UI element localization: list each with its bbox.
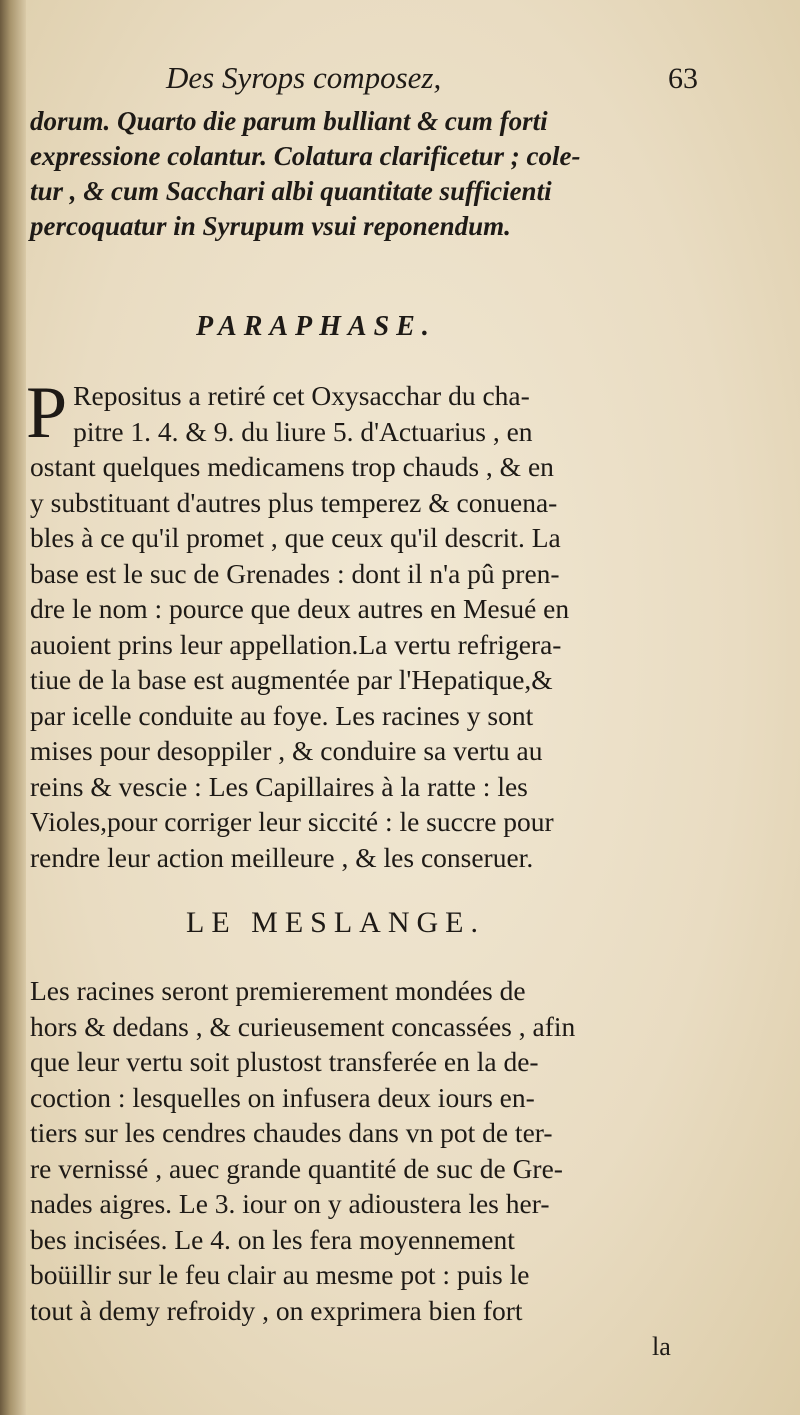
paraphrase-line: auoient prins leur appellation.La vertu refrigera- bbox=[30, 628, 562, 660]
drop-cap: P bbox=[26, 372, 68, 454]
paraphrase-line: tiue de la base est augmentée par l'Hepatique,& bbox=[30, 664, 553, 695]
paraphrase-line: par icelle conduite au foye. Les racines y sont bbox=[30, 699, 534, 731]
page-header bbox=[166, 60, 698, 104]
latin-line: tur , & cum Sacchari albi quantitate sufficienti bbox=[30, 176, 552, 206]
book-spine-shadow bbox=[0, 0, 26, 1415]
paraphrase-line: Violes,pour corriger leur siccité : le succre pour bbox=[30, 806, 554, 837]
meslange-line: re vernissé , auec grande quantité de suc de Gre- bbox=[30, 1152, 563, 1184]
latin-line: expressione colantur. Colatura clarificetur ; cole- bbox=[30, 141, 581, 171]
paraphrase-line: base est le suc de Grenades : dont il n'a pû pren- bbox=[30, 557, 560, 589]
paraphrase-line: dre le nom : pource que deux autres en Mesué en bbox=[30, 593, 570, 624]
meslange-line: tout à demy refroidy , on exprimera bien fort bbox=[30, 1294, 523, 1326]
paraphrase-line: Repositus a retiré cet Oxysacchar du cha- bbox=[73, 380, 530, 411]
meslange-line: Les racines seront premierement mondées de bbox=[30, 975, 526, 1006]
paraphrase-line: y substituant d'autres plus temperez & conuena- bbox=[30, 486, 558, 518]
latin-line: dorum. Quarto die parum bulliant & cum forti bbox=[30, 106, 548, 136]
catchword: la bbox=[652, 1332, 671, 1361]
paraphase-heading: PARAPHASE. bbox=[196, 311, 436, 342]
paraphrase-line: bles à ce qu'il promet , que ceux qu'il descrit. La bbox=[30, 522, 561, 553]
meslange-line: hors & dedans , & curieusement concassées , afin bbox=[30, 1010, 576, 1042]
meslange-heading: LE MESLANGE. bbox=[186, 906, 485, 939]
meslange-line: que leur vertu soit plustost transferée en la de- bbox=[30, 1046, 539, 1077]
meslange-line: nades aigres. Le 3. iour on y adioustera les her- bbox=[30, 1188, 550, 1219]
page-number: 63 bbox=[668, 62, 698, 95]
meslange-line: tiers sur les cendres chaudes dans vn pot de ter- bbox=[30, 1117, 553, 1148]
running-title: Des Syrops composez, bbox=[166, 60, 442, 95]
meslange-line: boüillir sur le feu clair au mesme pot : puis le bbox=[30, 1259, 530, 1290]
paraphrase-text bbox=[26, 372, 692, 875]
paraphrase-line: pitre 1. 4. & 9. du liure 5. d'Actuarius , en bbox=[73, 415, 533, 447]
paraphrase-line: mises pour desoppiler , & conduire sa vertu au bbox=[30, 735, 543, 766]
latin-line: percoquatur in Syrupum vsui reponendum. bbox=[30, 211, 511, 241]
paraphrase-line: ostant quelques medicamens trop chauds , & en bbox=[30, 451, 554, 482]
latin-recipe-text bbox=[30, 104, 692, 244]
paraphrase-line: rendre leur action meilleure , & les conseruer. bbox=[30, 841, 534, 873]
page-content bbox=[26, 60, 698, 1328]
meslange-line: bes incisées. Le 4. on les fera moyennement bbox=[30, 1223, 515, 1255]
meslange-text bbox=[30, 973, 692, 1328]
paraphrase-line: reins & vescie : Les Capillaires à la ratte : les bbox=[30, 770, 528, 802]
meslange-line: coction : lesquelles on infusera deux iours en- bbox=[30, 1081, 535, 1113]
